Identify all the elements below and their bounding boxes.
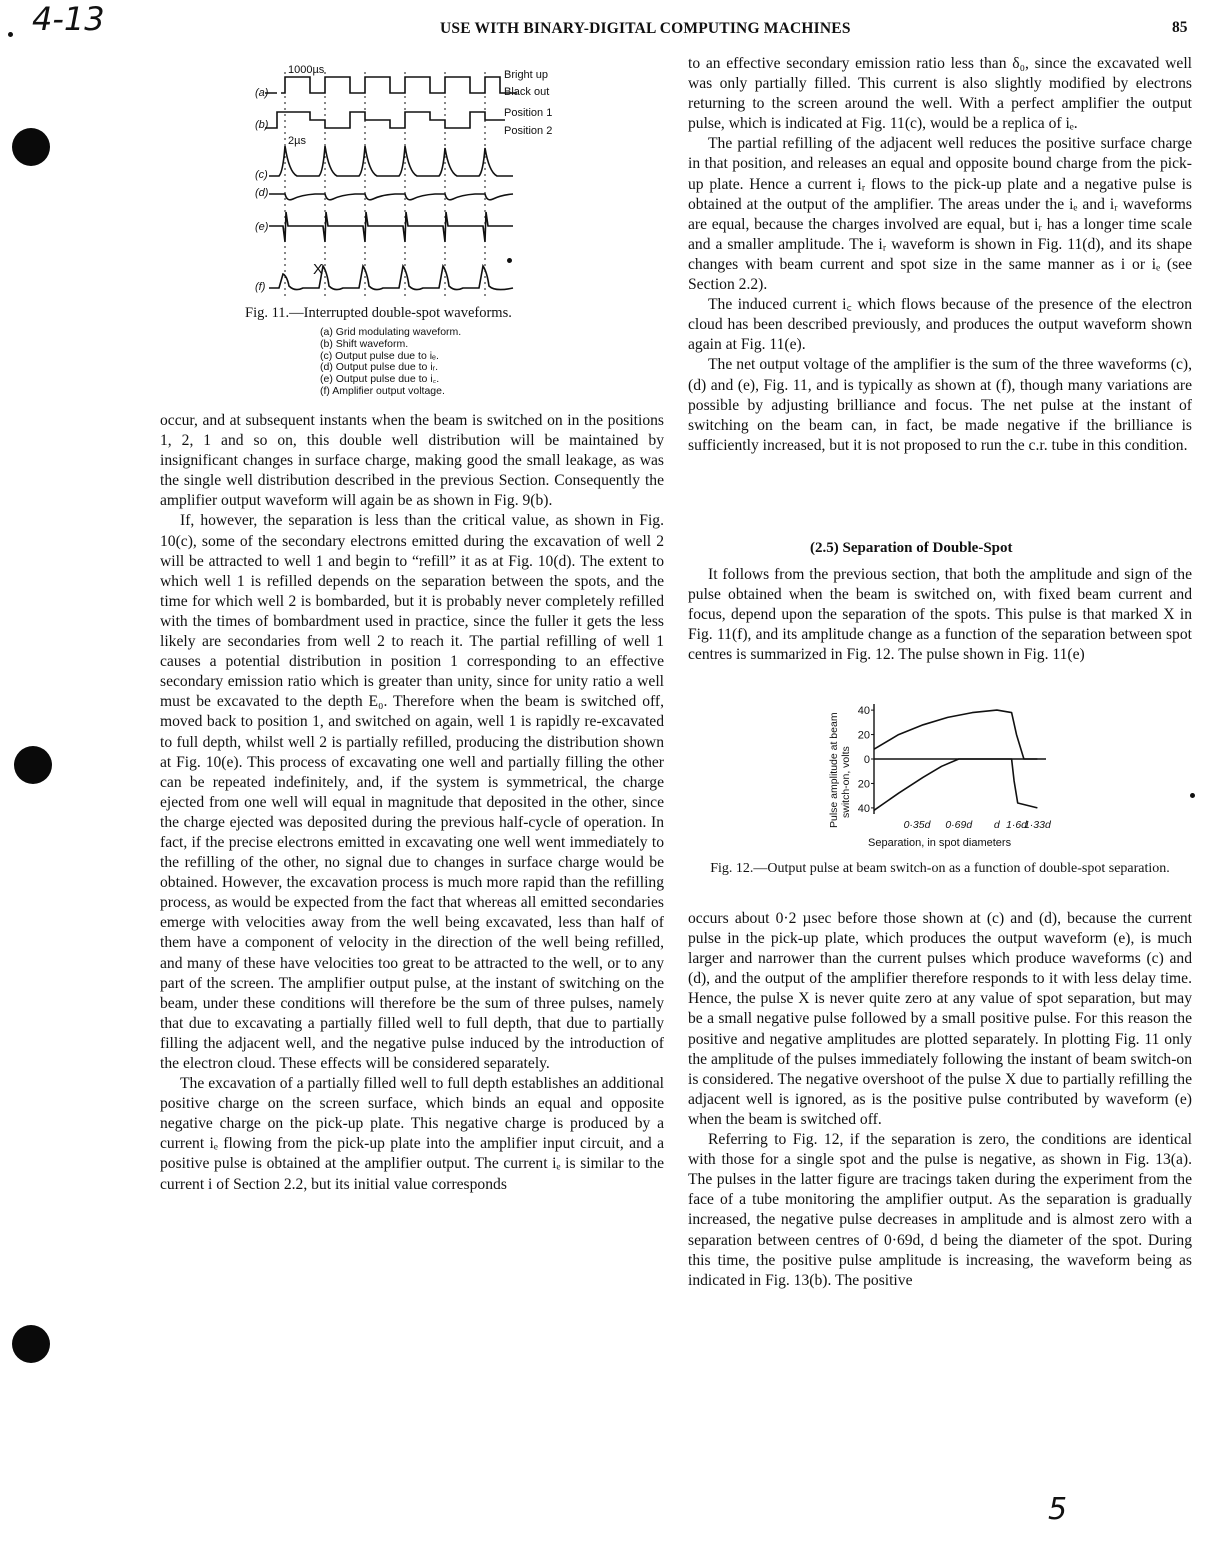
fig12-y-tick-label: 0 bbox=[863, 754, 870, 766]
legend-item: (b) Shift waveform. bbox=[320, 337, 409, 350]
fig11-bright-up: Bright up bbox=[504, 69, 549, 81]
fig11-label-c: (c) bbox=[255, 169, 268, 181]
legend-item: (e) Output pulse due to i꜀. bbox=[320, 373, 440, 386]
fig12-xlabel: Separation, in spot diameters bbox=[868, 837, 1012, 849]
section-heading: (2.5) Separation of Double-Spot bbox=[810, 540, 1013, 556]
paragraph: It follows from the previous section, that both the amplitude and sign of the pulse obtained when the beam is switched on, with fixed beam current and focus, depend upon the separation of the spots. This pulse is that marked X in Fig. 11(f), and its amplitude change as a function of the separation between spot centres is summarized in Fig. 12. The pulse shown in Fig. 11(e) bbox=[688, 566, 1192, 664]
page-number: 85 bbox=[1172, 19, 1188, 36]
fig11-label-a: (a) bbox=[255, 87, 269, 99]
waveform-f bbox=[269, 266, 513, 290]
fig11-x-mark: X bbox=[313, 261, 324, 278]
punch-hole-3 bbox=[12, 1325, 50, 1363]
fig12-x-tick-label: 0·35d bbox=[903, 819, 931, 831]
punch-hole-2 bbox=[14, 746, 52, 784]
handwritten-annotation-top: 4-13 bbox=[32, 0, 105, 38]
fig12-y-tick-label: 40 bbox=[857, 802, 870, 815]
paragraph: The excavation of a partially filled well to full depth establishes an additional positive charge on the screen surface, which binds an equal and opposite negative charge on the pick-up plate. This negative charge is produced by a current iₑ flowing from the pick-up plate into the amplifier input circuit, and a positive pulse is obtained at the amplifier output. The current iₑ is similar to the current i of Section 2.2, but its initial value corresponds bbox=[160, 1075, 664, 1193]
fig11-position-2: Position 2 bbox=[504, 125, 553, 137]
fig12-ylabel-line2: switch-on, volts bbox=[840, 746, 852, 818]
fig12-x-tick-label: 0·69d bbox=[945, 819, 973, 831]
paragraph: The partial refilling of the adjacent well reduces the positive surface charge in that position, and releases an equal and opposite bound charge from the pick-up plate. Hence a current iᵣ flows to the pick-up plate and a negative pulse is obtained at the output of the amplifier. The areas under the iₑ and iᵣ waveforms are equal, because the charges involved are equal, but iᵣ has a longer time scale and a smaller amplitude. The iᵣ waveform is shown in Fig. 11(d), and its shape changes with beam current and spot size in the same manner as i or iₑ (see Section 2.2). bbox=[688, 135, 1192, 294]
fig11-position-1: Position 1 bbox=[504, 107, 553, 119]
paragraph: If, however, the separation is less than the critical value, as shown in Fig. 10(c), some of the secondary electrons emitted during the excavation of well 2 will be attracted to well 1 and begin to “refill” it as at Fig. 10(d). The extent to which well 1 is refilled depends on the separation between the spots, and the time for which well 2 is bombarded, but it is probably never completely refilled with the times of bombardment used in practice, since the fuller it gets the less likely are secondaries from well 2 to reach it. The partial refilling of well 1 causes a potential distribution in position 1 corresponding to an effective secondary emission ratio which is greater than unity, since for unity ratio a well must be excavated to the depth E₀. Therefore when the beam is switched off, moved back to position 1, and switched on again, well 1 is rapidly re-excavated to full depth, whilst well 2 is partially refilled, producing the distribution shown at Fig. 10(e). This process of excavating one well and partially filling the other can be repeated indefinitely, and, if the system is symmetrical, the charge ejected from one well will equal in magnitude that deposited in the other, since the charge ejected was deposited during the previous half-cycle of operation. In fact, if the precise electrons emitted in excavating one well went immediately to the refilling of the other, no signal due to changes in surface charge would be obtained. However, the excavation process is much more rapid than the refilling process, as would be expected from the fact that whereas all emitted secondaries emerge with velocities away from the well being excavated, less than half of them have a component of velocity in the direction of the well being refilled, and many of these have velocities too great to be attracted to the well, or to any part of the screen. The amplifier output pulse, at the instant of switching on the beam, under these conditions will therefore be the sum of three pulses, namely that due to excavating a partially filled well to full depth, that due to partially filling the adjacent well, and the negative pulse induced by the introduction of the electron cloud. These effects will be considered separately. bbox=[160, 512, 664, 1072]
paragraph: The induced current i꜀ which flows because of the presence of the electron cloud has been described previously, and produces the output waveform shown again at Fig. 11(e). bbox=[688, 296, 1192, 354]
legend-item: (c) Output pulse due to iₑ. bbox=[320, 349, 439, 362]
fig11-time-1000: 1000µs bbox=[288, 64, 325, 76]
waveform-a bbox=[265, 77, 517, 93]
figure-11-caption: Fig. 11.—Interrupted double-spot waveforms. bbox=[245, 305, 512, 321]
handwritten-annotation-bottom: 5 bbox=[1048, 1492, 1068, 1527]
stray-dot bbox=[1190, 793, 1195, 798]
fig12-y-tick-label: 20 bbox=[857, 729, 870, 742]
waveform-b bbox=[265, 112, 505, 128]
legend-item: (a) Grid modulating waveform. bbox=[320, 326, 462, 338]
figure-12-chart bbox=[818, 696, 1068, 854]
figure-11-legend bbox=[320, 327, 461, 398]
figure-11-waveforms bbox=[255, 62, 575, 302]
right-column-mid bbox=[688, 565, 1192, 665]
paragraph: The net output voltage of the amplifier is the sum of the three waveforms (c), (d) and (e), Fig. 11, and is typically as shown at (f), though many variations are possible by adjusting brilliance and focus. The net pulse at the instant of switching on the beam can, in fact, be made negative if the brilliance is sufficiently increased, but it is not proposed to run the c.r. tube in this condition. bbox=[688, 356, 1192, 454]
fig12-series-positive bbox=[874, 710, 1037, 759]
waveform-e bbox=[269, 212, 513, 242]
paragraph: Referring to Fig. 12, if the separation is zero, the conditions are identical with those for a single spot and the pulse is negative, as shown in Fig. 13(a). The pulses in the latter figure are tracings taken during the experiment from the face of a tube monitoring the amplifier output. As the separation is gradually increased, the negative pulse decreases in amplitude and is almost zero with a separation between centres of 0·69d, d being the diameter of the spot. During this time, the positive pulse amplitude is increasing, the waveform being as indicated in Fig. 13(b). The positive bbox=[688, 1131, 1192, 1289]
right-column-top bbox=[688, 54, 1192, 456]
fig11-black-out: Black out bbox=[504, 86, 550, 98]
fig12-series-negative bbox=[874, 759, 1037, 810]
fig11-time-2: 2µs bbox=[288, 135, 306, 147]
fig12-ylabel-line1: Pulse amplitude at beam bbox=[828, 712, 840, 828]
stray-dot bbox=[8, 32, 13, 37]
fig12-x-tick-label: 1·33d bbox=[1023, 819, 1051, 831]
paragraph: occurs about 0·2 µsec before those shown at (c) and (d), because the current pulse in the pick-up plate, which produces the output waveform (e), is much larger and narrower than the current pulses which produce waveforms (c) and (d), and the output of the amplifier therefore responds to it with less delay time. Hence, the pulse X is never quite zero at any value of spot separation, but may be a small negative pulse followed by a small positive pulse. For this reason the positive and negative amplitudes are plotted separately. In plotting Fig. 11 only the amplitude of the pulses immediately following the instant of beam switch-on is considered. The negative overshoot of the pulse X due to partially refilling the adjacent well is ignored, as is the positive pulse contributed by waveform (e) when the beam is switched off. bbox=[688, 910, 1192, 1128]
fig11-label-b: (b) bbox=[255, 119, 269, 131]
punch-hole-1 bbox=[12, 128, 50, 166]
fig12-x-tick-label: d bbox=[993, 819, 1000, 831]
running-header: USE WITH BINARY-DIGITAL COMPUTING MACHINES bbox=[440, 20, 851, 37]
paragraph: to an effective secondary emission ratio less than δ₀, since the excavated well was only partially filled. This current is also slightly modified by electrons returning to the screen around the well. With a perfect amplifier the output pulse, which is indicated at Fig. 11(c), would be a replica of iₑ. bbox=[688, 55, 1192, 133]
right-column-bottom bbox=[688, 909, 1192, 1291]
paragraph: occur, and at subsequent instants when the beam is switched on in the positions 1, 2, 1 and so on, this double well distribution will be maintained by insignificant changes in surface charge, making good the small leakage, as was the single well distribution described in the previous Section. Consequently the amplifier output waveform will again be as shown in Fig. 9(b). bbox=[160, 412, 664, 510]
legend-item: (f) Amplifier output voltage. bbox=[320, 384, 445, 397]
fig11-label-e: (e) bbox=[255, 221, 269, 233]
fig12-y-tick-label: 40 bbox=[857, 705, 870, 718]
fig11-label-f: (f) bbox=[255, 281, 266, 293]
fig12-x-tick-label: 1·6d bbox=[1006, 819, 1028, 831]
fig11-label-d: (d) bbox=[255, 187, 269, 199]
figure-12-caption: Fig. 12.—Output pulse at beam switch-on as a function of double-spot separation. bbox=[710, 861, 1170, 876]
legend-item: (d) Output pulse due to iᵣ. bbox=[320, 361, 439, 374]
waveform-d bbox=[269, 194, 513, 200]
fig12-y-tick-label: 20 bbox=[857, 778, 870, 791]
waveform-c bbox=[269, 146, 513, 176]
left-column bbox=[160, 411, 664, 1195]
